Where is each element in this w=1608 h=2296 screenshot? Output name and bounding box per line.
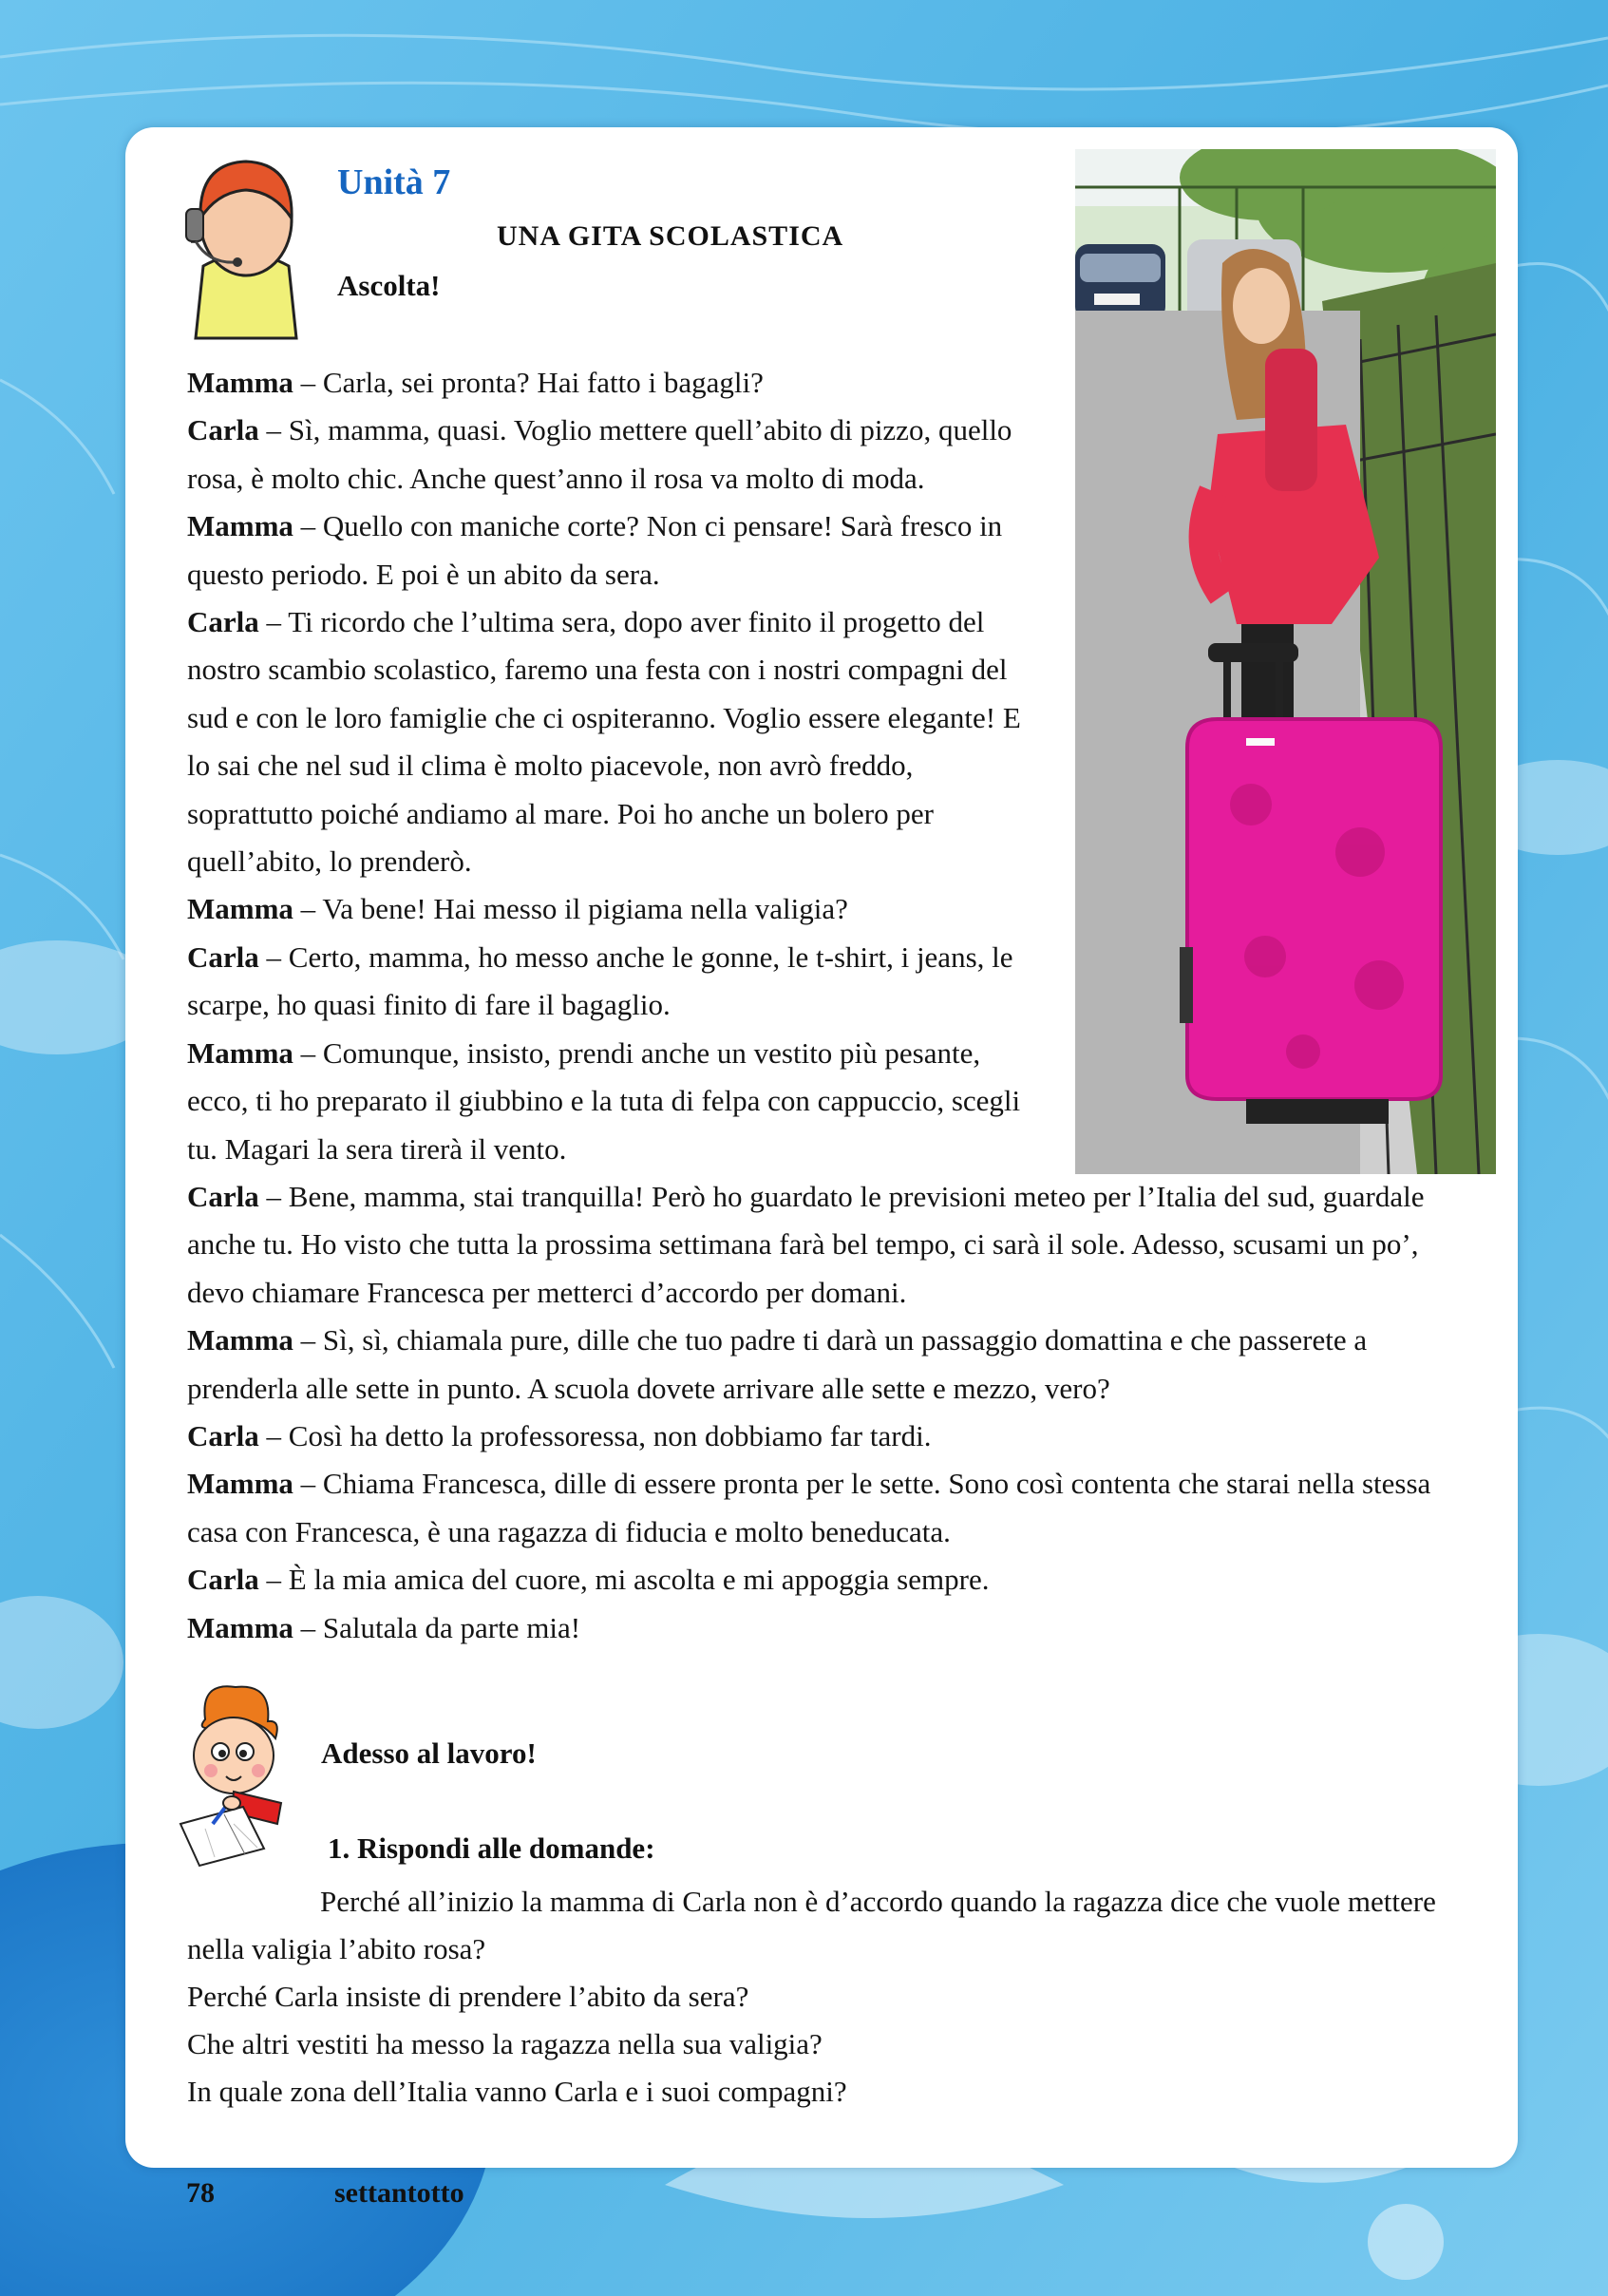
speaker-name: Carla [187,939,259,974]
speaker-name: Mamma [187,892,293,926]
line-text: – Bene, mamma, stai tranquilla! Però ho guardato le previsioni meteo per l’Italia del sud, guardale anche tu. Ho visto che tutta la prossima settimana farà bel tempo, ci sarà il sole. Adesso, scusami un po’, devo chiamare Francesca per metterci d’accordo per domani. [187,1179,1425,1309]
listen-instruction: Ascolta! [337,269,441,302]
dialogue-line [187,359,1042,407]
question: Perché all’inizio la mamma di Carla non è d’accordo quando la ragazza dice che vuole mettere nella valigia l’abito rosa? [187,1885,1436,1965]
dialogue-line [187,407,1042,503]
question: In quale zona dell’Italia vanno Carla e i suoi compagni? [187,2075,847,2108]
page-number-word: settantotto [334,2177,464,2209]
dialogue-line [187,1030,1042,1173]
line-text: – Ti ricordo che l’ultima sera, dopo aver finito il progetto del nostro scambio scolastico, faremo una festa con i nostri compagni del sud e con le loro famiglie che ci ospiteranno. Voglio essere elegante! E lo sai che nel sud il clima è molto piacevole, non avrò freddo, soprattutto poiché andiamo al mare. Poi ho anche un bolero per quell’abito, lo prenderò. [187,605,1021,879]
dialogue-line [187,1556,1469,1603]
headset-avatar-icon [184,152,308,342]
speaker-name: Mamma [187,366,293,399]
unit-title: Unità 7 [337,162,451,202]
dialogue-line [187,598,1042,885]
question: Perché Carla insiste di prendere l’abito da sera? [187,1980,749,2013]
dialogue-line [187,1317,1469,1413]
work-section-title: Adesso al lavoro! [321,1736,537,1770]
page-number: 78 [186,2177,215,2209]
speaker-name: Carla [187,1179,259,1213]
speaker-name: Carla [187,1563,259,1597]
line-text: – Chiama Francesca, dille di essere pronta per le sette. Sono così contenta che starai nella stessa casa con Francesca, è una ragazza di fiducia e molto beneducata. [187,1467,1431,1548]
dialogue [187,359,1469,1652]
speaker-name: Mamma [187,1323,293,1357]
dialogue-line [187,1413,1469,1460]
dialogue-line [187,1173,1469,1317]
dialogue-line [187,934,1042,1030]
line-text: – Certo, mamma, ho messo anche le gonne, le t-shirt, i jeans, le scarpe, ho quasi finito di fare il bagaglio. [187,939,1013,1022]
line-text: – Così ha detto la professoressa, non dobbiamo far tardi. [258,1418,932,1452]
speaker-name: Mamma [187,1610,293,1644]
question: Che altri vestiti ha messo la ragazza nella sua valigia? [187,2027,823,2060]
writing-kid-icon [177,1681,294,1871]
line-text: – Quello con maniche corte? Non ci pensare! Sarà fresco in questo periodo. E poi è un abito da sera. [187,509,1003,591]
line-text: – Va bene! Hai messo il pigiama nella valigia? [293,892,848,926]
line-text: – Carla, sei pronta? Hai fatto i bagagli? [293,366,764,399]
speaker-name: Mamma [187,509,293,543]
question-list [187,1878,1460,2116]
dialogue-line [187,1460,1469,1556]
dialogue-line [187,885,1042,933]
exercise-title: 1. Rispondi alle domande: [328,1831,655,1865]
line-text: – È la mia amica del cuore, mi ascolta e mi appoggia sempre. [258,1563,990,1597]
speaker-name: Carla [187,605,259,639]
speaker-name: Mamma [187,1467,293,1501]
line-text: – Sì, mamma, quasi. Voglio mettere quell’abito di pizzo, quello rosa, è molto chic. Anche quest’anno il rosa va molto di moda. [187,413,1012,495]
speaker-name: Carla [187,1418,259,1452]
dialogue-line [187,503,1042,598]
speaker-name: Mamma [187,1035,293,1070]
line-text: – Salutala da parte mia! [293,1610,581,1644]
line-text: – Sì, sì, chiamala pure, dille che tuo padre ti darà un passaggio domattina e che passerete a prenderla alle sette in punto. A scuola dovete arrivare alle sette e mezzo, vero? [187,1323,1368,1405]
dialogue-line [187,1604,1469,1652]
speaker-name: Carla [187,413,259,447]
line-text: – Comunque, insisto, prendi anche un vestito più pesante, ecco, ti ho preparato il giubbino e la tuta di felpa con cappuccio, scegli tu. Magari la sera tirerà il vento. [187,1035,1021,1166]
lesson-title: UNA GITA SCOLASTICA [497,220,844,252]
